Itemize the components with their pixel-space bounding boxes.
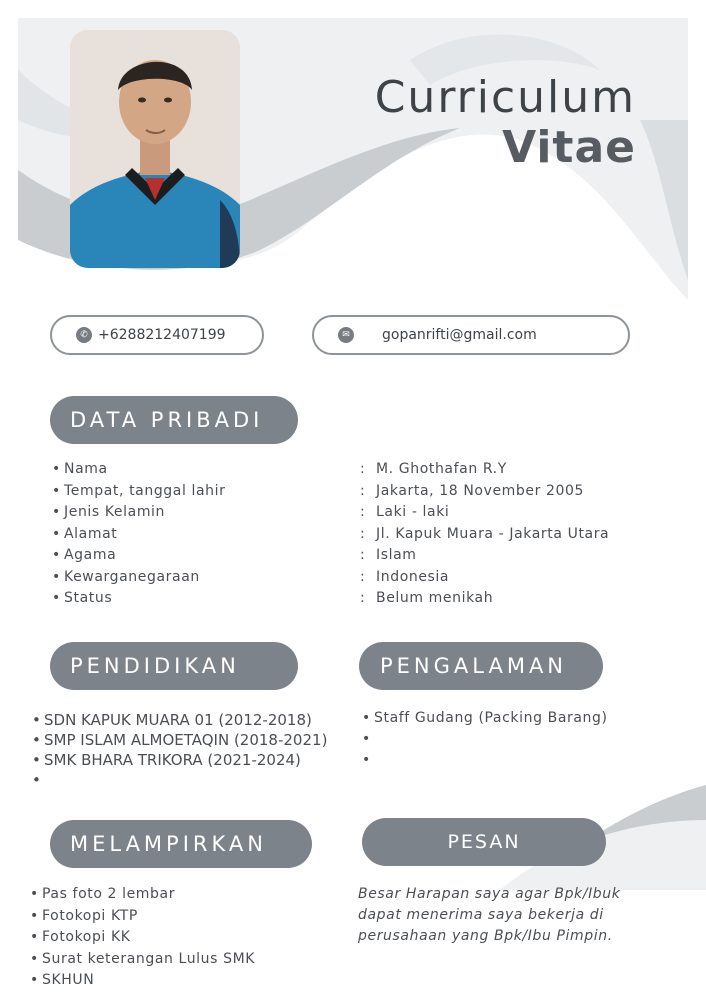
section-pengalaman (359, 642, 603, 690)
label-kewarganegaraan: • Kewarganegaraan (52, 567, 226, 589)
email-address: gopanrifti@gmail.com (382, 327, 537, 343)
pesan-message: Besar Harapan saya agar Bpk/Ibuk dapat menerima saya bekerja di perusahaan yang Bpk/Ibu Pimpin. (358, 886, 621, 944)
profile-photo (70, 30, 240, 268)
value-agama: Islam (376, 547, 417, 563)
phone-icon: ✆ (76, 327, 92, 343)
label-nama: • Nama (52, 459, 226, 481)
list-item (362, 729, 608, 750)
value-alamat: Jl. Kapuk Muara - Jakarta Utara (376, 525, 610, 542)
value-status: Belum menikah (376, 590, 494, 606)
section-title: PENGALAMAN (380, 654, 568, 678)
label-agama: • Agama (52, 545, 226, 567)
list-item: • Surat keterangan Lulus SMK (30, 949, 255, 971)
section-title: PESAN (447, 831, 521, 853)
section-melampirkan (50, 820, 312, 868)
section-pendidikan (50, 642, 298, 690)
email-icon: ✉ (338, 327, 354, 343)
list-item: • Fotokopi KK (30, 927, 255, 949)
title-vitae: Vitae (502, 122, 636, 173)
value-row: : Indonesia (360, 568, 450, 585)
experience-list (362, 708, 608, 771)
list-item (32, 770, 327, 790)
list-item: • Pas foto 2 lembar (30, 884, 255, 906)
label-status: • Status (52, 588, 226, 610)
personal-values (360, 459, 609, 610)
email-contact (312, 315, 630, 355)
label-jenis-kelamin: • Jenis Kelamin (52, 502, 226, 524)
label-alamat: • Alamat (52, 524, 226, 546)
value-row: : Jakarta, 18 November 2005 (360, 482, 585, 499)
list-item: • Staff Gudang (Packing Barang) (362, 708, 608, 729)
value-row: : Belum menikah (360, 590, 494, 606)
list-item: • SKHUN (30, 970, 255, 992)
phone-number: +6288212407199 (98, 327, 226, 343)
value-row: : Laki - laki (360, 504, 450, 520)
list-item (362, 750, 608, 771)
value-kewarganegaraan: Indonesia (376, 568, 450, 585)
list-item: • SDN KAPUK MUARA 01 (2012-2018) (32, 710, 327, 730)
attachments-list (30, 884, 255, 992)
section-title: MELAMPIRKAN (70, 832, 267, 856)
value-jenis-kelamin: Laki - laki (376, 504, 450, 520)
value-nama: M. Ghothafan R.Y (376, 461, 507, 477)
value-row: : M. Ghothafan R.Y (360, 461, 507, 477)
section-pesan (362, 818, 606, 866)
phone-contact (50, 315, 264, 355)
value-row: : Jl. Kapuk Muara - Jakarta Utara (360, 525, 610, 542)
section-title: DATA PRIBADI (70, 408, 264, 432)
list-item: • SMK BHARA TRIKORA (2021-2024) (32, 750, 327, 770)
value-ttl: Jakarta, 18 November 2005 (376, 482, 585, 499)
list-item: • SMP ISLAM ALMOETAQIN (2018-2021) (32, 730, 327, 750)
title-curriculum: Curriculum (374, 72, 636, 123)
list-item: • Fotokopi KTP (30, 906, 255, 928)
value-row: : Islam (360, 547, 417, 563)
section-data-pribadi (50, 396, 298, 444)
personal-labels (52, 459, 226, 610)
education-list (32, 710, 327, 790)
section-title: PENDIDIKAN (70, 654, 240, 678)
label-ttl: • Tempat, tanggal lahir (52, 481, 226, 503)
